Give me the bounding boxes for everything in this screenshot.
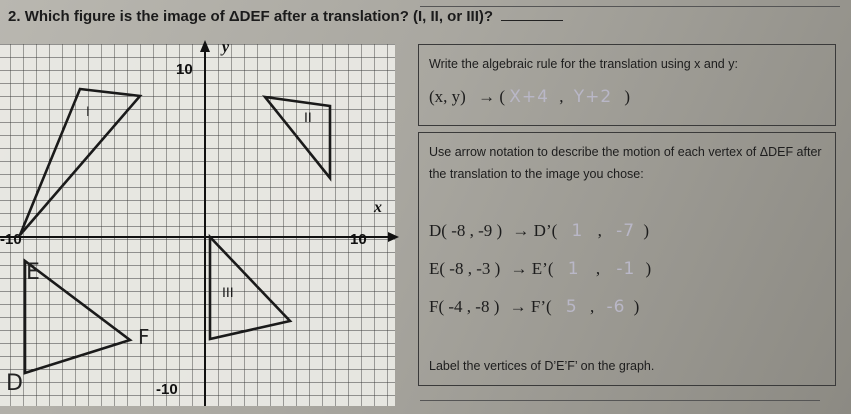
figure-II-label: II	[304, 109, 312, 125]
x-axis-label: x	[374, 199, 382, 216]
mapping-D-arrow: → D’(	[512, 221, 558, 240]
answer-blank[interactable]	[501, 8, 563, 21]
vertex-D-label: D	[6, 371, 23, 396]
mapping-F-y[interactable]: -6	[606, 297, 626, 317]
mapping-E-from: E( -8 , -3 )	[429, 259, 501, 278]
rule-box	[418, 44, 836, 126]
mapping-E-y[interactable]: -1	[616, 259, 636, 279]
rule-arrow: → (	[478, 87, 505, 106]
tick-label-top: 10	[176, 61, 193, 78]
label-instruction: Label the vertices of D’E’F’ on the graph.	[429, 359, 655, 373]
rule-close-paren: )	[624, 87, 631, 106]
mapping-F-close: )	[633, 297, 640, 316]
rule-lhs: (x, y)	[429, 87, 466, 106]
mapping-E-arrow: → E’(	[510, 259, 554, 278]
y-axis-label: y	[222, 39, 230, 56]
bottom-rule	[420, 400, 820, 401]
tick-label-bottom: -10	[156, 381, 178, 398]
mapping-D-from: D( -8 , -9 )	[429, 221, 503, 240]
top-rule	[420, 6, 840, 7]
mapping-D-y[interactable]: -7	[616, 221, 636, 241]
arrow-prompt: Use arrow notation to describe the motion of each vertex of ΔDEF after the translation to the image you chose:	[429, 145, 822, 181]
rule-row	[429, 87, 630, 107]
mapping-row-F: F( -4 , -8 ) → F’( 5 , -6 )	[429, 297, 640, 317]
vertex-E-label: E	[26, 260, 40, 285]
coordinate-grid	[0, 38, 410, 414]
mapping-D-x[interactable]: 1	[571, 221, 584, 241]
mapping-F-arrow: → F’(	[509, 297, 552, 316]
figure-III-label: III	[222, 284, 234, 300]
tick-label-left: -10	[0, 231, 22, 248]
rule-comma: ,	[559, 87, 564, 106]
tick-label-right: 10	[350, 231, 367, 248]
question-line	[8, 8, 648, 25]
mapping-row-D: D( -8 , -9 ) → D’( 1 , -7 )	[429, 221, 649, 241]
mapping-E-x[interactable]: 1	[567, 259, 580, 279]
grid-lines	[0, 44, 395, 406]
question-text: Which figure is the image of ΔDEF after a translation? (I, II, or III)?	[24, 8, 494, 25]
mapping-E-close: )	[645, 259, 652, 278]
rule-answer-y[interactable]: Y+2	[573, 87, 613, 107]
figure-I-label: I	[86, 103, 90, 119]
mapping-F-from: F( -4 , -8 )	[429, 297, 500, 316]
arrow-notation-box	[418, 132, 836, 386]
mapping-D-close: )	[643, 221, 649, 240]
mapping-F-x[interactable]: 5	[565, 297, 578, 317]
mapping-row-E: E( -8 , -3 ) → E’( 1 , -1 )	[429, 259, 652, 279]
rule-prompt: Write the algebraic rule for the translation using x and y:	[429, 57, 738, 71]
question-number: 2.	[8, 8, 21, 25]
vertex-F-label: F	[138, 325, 150, 349]
rule-answer-x[interactable]: X+4	[509, 87, 549, 107]
